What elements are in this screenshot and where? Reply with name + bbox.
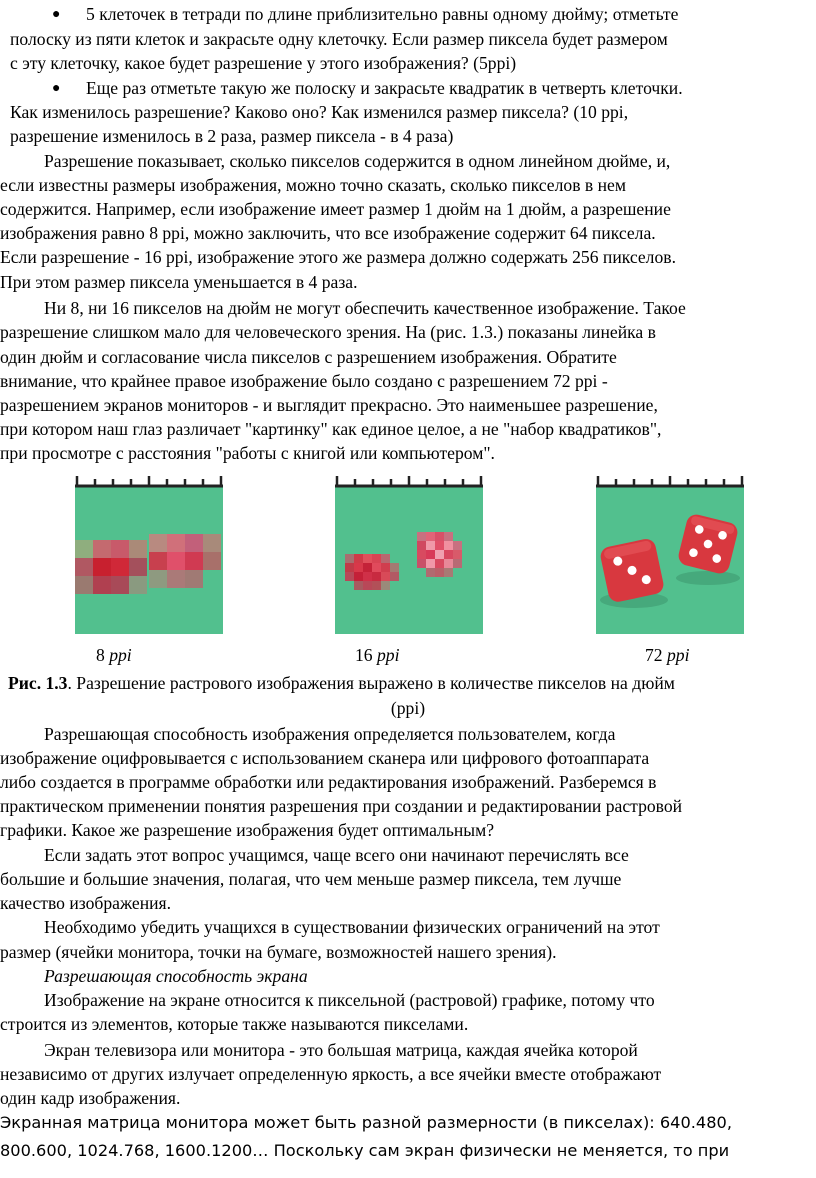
figure-8ppi bbox=[75, 476, 223, 634]
figure-72ppi bbox=[596, 476, 744, 634]
bullet-1-line-1: 5 клеточек в тетради по длине приблизительно равны одному дюйму; отметьте bbox=[86, 4, 679, 24]
para6-line-2: строится из элементов, которые также называются пикселами. bbox=[0, 1014, 469, 1034]
para2-line-7: при просмотре с расстояния "работы с книгой или компьютером". bbox=[0, 443, 495, 463]
para3-line-3: либо создается в программе обработки или редактирования изображений. Разберемся в bbox=[0, 772, 657, 792]
para2-line-5: разрешением экранов мониторов - и выглядит прекрасно. Это наименьшее разрешение, bbox=[0, 395, 658, 415]
figure-label-16ppi bbox=[355, 645, 399, 666]
para8-line-2: 800.600, 1024.768, 1600.1200… Поскольку сам экран физически не меняется, то при bbox=[0, 1141, 730, 1160]
para7-line-1: Экран телевизора или монитора - это большая матрица, каждая ячейка которой bbox=[44, 1040, 638, 1060]
para4-line-2: большие и большие значения, полагая, что чем меньше размер пиксела, тем лучше bbox=[0, 869, 622, 889]
figure-16ppi bbox=[335, 476, 483, 634]
para2-line-3: один дюйм и согласование числа пикселов с разрешением изображения. Обратите bbox=[0, 347, 617, 367]
bullet-2-line-3: разрешение изменилось в 2 раза, размер пиксела - в 4 раза) bbox=[10, 126, 454, 146]
bullet-2-line-2: Как изменилось разрешение? Каково оно? Как изменился размер пиксела? (10 ppi, bbox=[10, 102, 629, 122]
para8-line-1: Экранная матрица монитора может быть разной размерности (в пикселах): 640.480, bbox=[0, 1113, 732, 1132]
para4-line-1: Если задать этот вопрос учащимся, чаще всего они начинают перечислять все bbox=[44, 845, 629, 865]
bullet-marker: ● bbox=[52, 81, 61, 96]
figure-label-8ppi bbox=[96, 645, 132, 666]
para3-line-2: изображение оцифровывается с использованием сканера или цифрового фотоаппарата bbox=[0, 748, 650, 768]
para1-line-5: Если разрешение - 16 ppi, изображение этого же размера должно содержать 256 пикселов. bbox=[0, 247, 676, 267]
figure-label-72ppi bbox=[645, 645, 689, 666]
para7-line-2: независимо от других излучает определенную яркость, а все ячейки вместе отображают bbox=[0, 1064, 662, 1084]
bullet-marker: ● bbox=[52, 7, 61, 22]
section-heading-text: Разрешающая способность экрана bbox=[44, 966, 308, 986]
para5-line-1: Необходимо убедить учащихся в существовании физических ограничений на этот bbox=[44, 917, 660, 937]
para6-line-1: Изображение на экране относится к пиксельной (растровой) графике, потому что bbox=[44, 990, 655, 1010]
para1-line-2: если известны размеры изображения, можно точно сказать, сколько пикселов в нем bbox=[0, 175, 626, 195]
label-number: 8 bbox=[96, 645, 105, 665]
label-unit: ppi bbox=[109, 645, 132, 665]
bullet-1-line-2: полоску из пяти клеток и закрасьте одну клеточку. Если размер пиксела будет размером bbox=[10, 29, 668, 49]
para4-line-3: качество изображения. bbox=[0, 893, 172, 913]
para7-line-3: один кадр изображения. bbox=[0, 1088, 181, 1108]
label-unit: ppi bbox=[377, 645, 400, 665]
para2-line-4: внимание, что крайнее правое изображение было создано с разрешением 72 ppi - bbox=[0, 371, 608, 391]
label-number: 72 bbox=[645, 645, 663, 665]
para3-line-4: практическом применении понятия разрешения при создании и редактировании растровой bbox=[0, 796, 683, 816]
para5-line-2: размер (ячейки монитора, точки на бумаге, возможностей нашего зрения). bbox=[0, 942, 557, 962]
para1-line-1: Разрешение показывает, сколько пикселов содержится в одном линейном дюйме, и, bbox=[44, 151, 671, 171]
label-unit: ppi bbox=[667, 645, 690, 665]
para1-line-6: При этом размер пиксела уменьшается в 4 раза. bbox=[0, 272, 358, 292]
bullet-1-line-3: с эту клеточку, какое будет разрешение у этого изображения? (5ppi) bbox=[10, 53, 517, 73]
para1-line-3: содержится. Например, если изображение имеет размер 1 дюйм на 1 дюйм, а разрешение bbox=[0, 199, 671, 219]
para3-line-1: Разрешающая способность изображения определяется пользователем, когда bbox=[44, 724, 616, 744]
bullet-2-line-1: Еще раз отметьте такую же полоску и закрасьте квадратик в четверть клеточки. bbox=[86, 78, 683, 98]
para3-line-5: графики. Какое же разрешение изображения будет оптимальным? bbox=[0, 820, 495, 840]
para2-line-2: разрешение слишком мало для человеческого зрения. На (рис. 1.3.) показаны линейка в bbox=[0, 322, 656, 342]
section-heading bbox=[44, 964, 814, 988]
caption-number: Рис. 1.3 bbox=[8, 673, 68, 693]
para2-line-6: при котором наш глаз различает "картинку" как единое целое, а не "набор квадратиков", bbox=[0, 419, 662, 439]
label-number: 16 bbox=[355, 645, 373, 665]
para2-line-1: Ни 8, ни 16 пикселов на дюйм не могут обеспечить качественное изображение. Такое bbox=[44, 298, 686, 318]
figure-caption-line-2: (ppi) bbox=[390, 698, 426, 718]
figure-caption bbox=[8, 671, 816, 695]
para1-line-4: изображения равно 8 ppi, можно заключить, что все изображение содержит 64 пиксела. bbox=[0, 223, 656, 243]
caption-text: . Разрешение растрового изображения выражено в количестве пикселов на дюйм bbox=[67, 673, 675, 693]
